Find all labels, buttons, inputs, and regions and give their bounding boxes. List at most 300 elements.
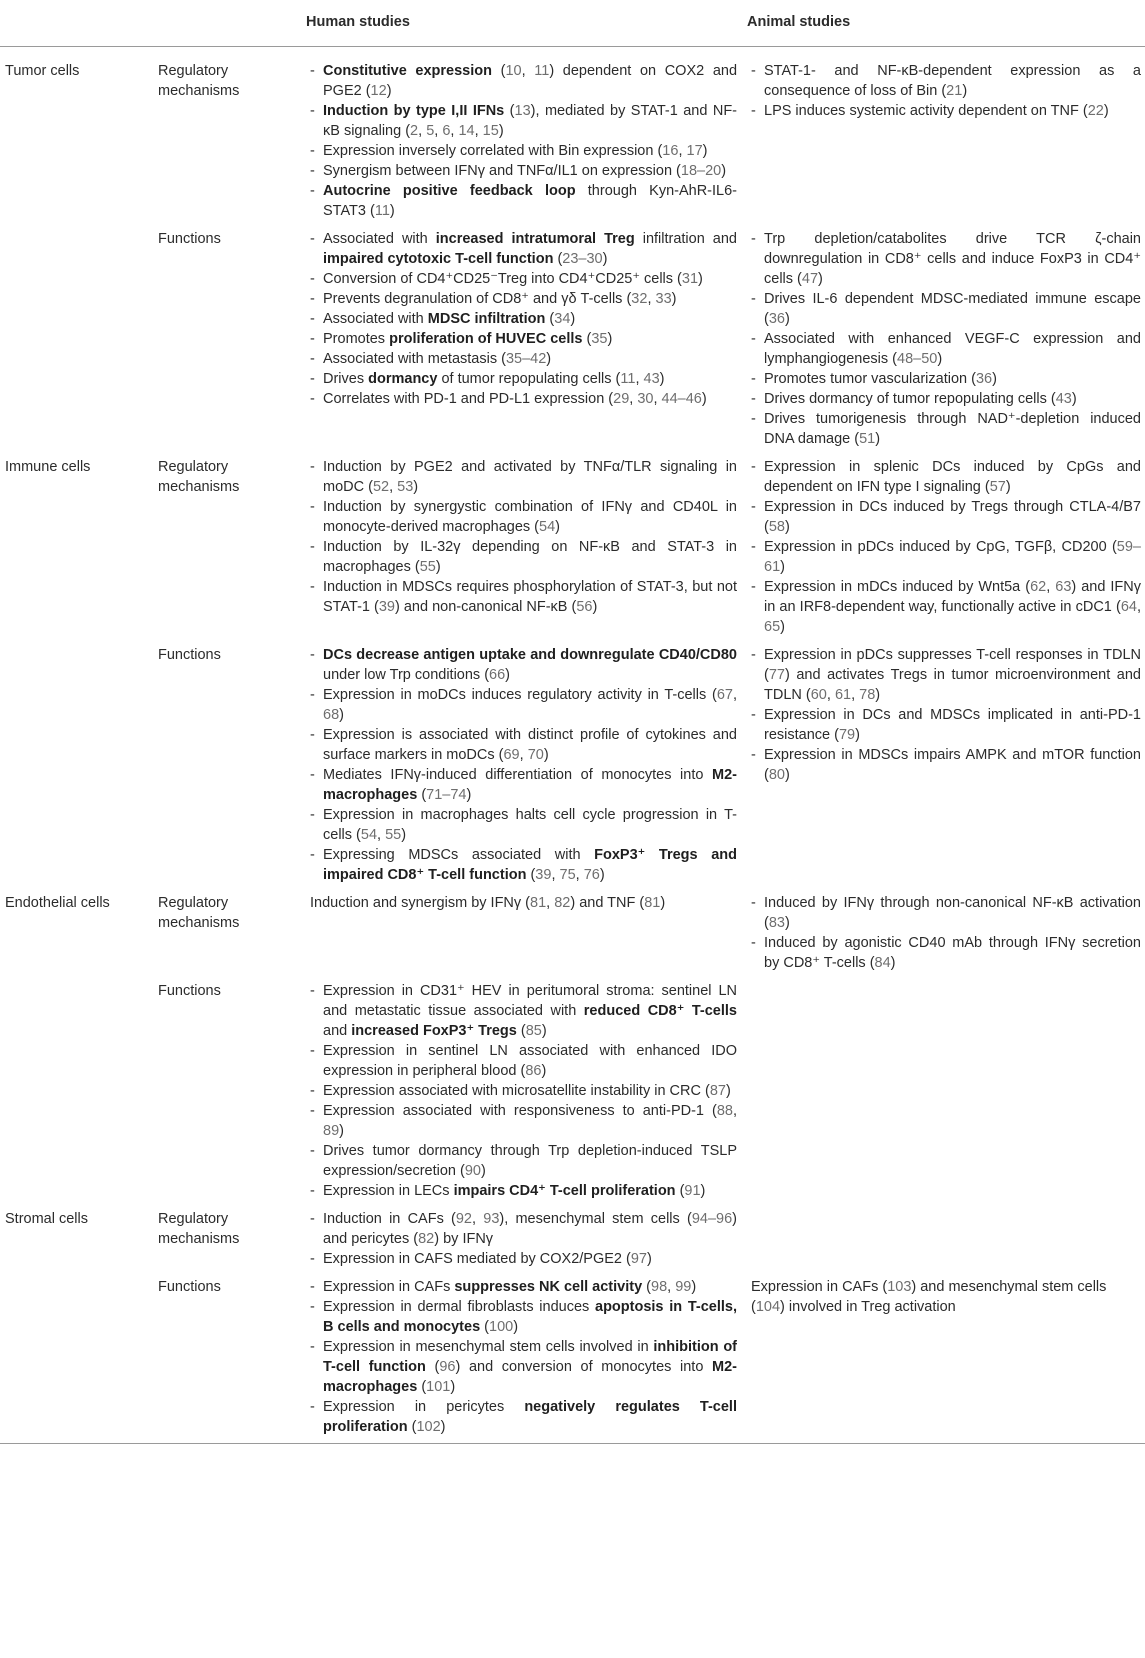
body-text: ) and TNF ( [570, 895, 645, 911]
reference-link[interactable]: 102 [416, 1419, 441, 1435]
body-text: , [389, 479, 398, 495]
body-text: ) [339, 1123, 344, 1139]
body-text: ) [875, 687, 881, 703]
body-text: ) [546, 351, 552, 367]
body-text: Induction in MDSCs requires phosphorylation of STAT-3, but not STAT-1 ( [323, 579, 737, 615]
body-text: , [732, 1103, 737, 1119]
body-text: , [826, 687, 835, 703]
body-text: Expression in CAFs ( [751, 1279, 888, 1295]
reference-link[interactable]: 64 [1120, 599, 1137, 615]
human-studies-cell [306, 47, 747, 226]
body-text: ) [890, 955, 896, 971]
list-item [751, 409, 1141, 449]
list-item [751, 61, 1141, 101]
reference-link[interactable]: 22 [1087, 103, 1104, 119]
human-studies-list [310, 1209, 737, 1269]
reference-link[interactable]: 71–74 [426, 787, 467, 803]
reference-link[interactable]: 87 [709, 1083, 726, 1099]
reference-link[interactable]: 82 [554, 895, 571, 911]
reference-link[interactable]: 83 [768, 915, 785, 931]
body-text: ) [721, 163, 727, 179]
reference-link[interactable]: 55 [385, 827, 402, 843]
reference-link[interactable]: 89 [323, 1123, 340, 1139]
body-text: ) [855, 727, 860, 743]
body-text: , [521, 63, 535, 79]
list-item [310, 309, 737, 329]
reference-link[interactable]: 66 [489, 667, 506, 683]
body-text: ( [425, 1359, 440, 1375]
reference-link[interactable]: 36 [975, 371, 993, 387]
body-text: Expression in CAFS mediated by COX2/PGE2 ( [323, 1251, 631, 1267]
list-item [310, 101, 737, 141]
cell-type-label: Tumor cells [5, 63, 80, 79]
reference-link[interactable]: 99 [675, 1279, 692, 1295]
list-item [310, 349, 737, 369]
body-text: ) involved in Treg activation [780, 1299, 956, 1315]
body-text: , [635, 371, 644, 387]
body-text: ) [702, 143, 708, 159]
reference-link[interactable]: 67 [716, 687, 733, 703]
list-item [751, 537, 1141, 577]
body-text: Promotes [323, 331, 390, 347]
reference-link[interactable]: 84 [874, 955, 891, 971]
reference-link[interactable]: 17 [686, 143, 703, 159]
list-item [310, 161, 737, 181]
animal-studies-cell [747, 47, 1145, 226]
reference-link[interactable]: 48–50 [897, 351, 938, 367]
reference-link[interactable]: 76 [583, 867, 600, 883]
reference-link[interactable]: 97 [630, 1251, 647, 1267]
table-body [0, 47, 1145, 1444]
human-studies-cell [306, 453, 747, 641]
human-studies-list [310, 645, 737, 885]
body-text: , [474, 123, 483, 139]
body-text: ) [659, 371, 665, 387]
reference-link[interactable]: 33 [655, 291, 672, 307]
list-item [751, 497, 1141, 537]
body-text: ), mediated by STAT-1 and NF-κB signaling ( [323, 103, 737, 139]
reference-link[interactable]: 94–96 [691, 1211, 733, 1227]
aspect-label: Functions [158, 231, 221, 247]
body-text: ) [541, 1063, 547, 1079]
emphasis-text: DCs decrease antigen uptake and downregulate CD40/CD80 [323, 647, 737, 663]
body-text: ) [386, 83, 392, 99]
aspect-label: Regulatory mechanisms [158, 63, 240, 99]
aspect-label: Regulatory mechanisms [158, 895, 240, 931]
body-text: ) [701, 391, 707, 407]
reference-link[interactable]: 36 [768, 311, 785, 327]
reference-link[interactable]: 39 [378, 599, 395, 615]
body-text: , [851, 687, 860, 703]
reference-link[interactable]: 81 [644, 895, 661, 911]
reference-link[interactable]: 96 [439, 1359, 456, 1375]
body-text: ) [700, 1183, 706, 1199]
list-item [310, 289, 737, 309]
reference-link[interactable]: 35 [591, 331, 608, 347]
aspect-label: Regulatory mechanisms [158, 1211, 240, 1247]
body-text: ) [691, 1279, 697, 1295]
body-text: through Kyn-AhR-IL6-STAT3 ( [323, 183, 737, 219]
reference-link[interactable]: 44–46 [661, 391, 702, 407]
reference-link[interactable]: 60 [810, 687, 827, 703]
emphasis-text: impaired cytotoxic T-cell function [323, 251, 554, 267]
body-text: ) [607, 331, 613, 347]
cell-type-label: Stromal cells [5, 1211, 88, 1227]
reference-link[interactable]: 34 [554, 311, 571, 327]
list-item [751, 893, 1141, 933]
body-text: ) [339, 707, 344, 723]
emphasis-text: MDSC infiltration [427, 311, 546, 327]
body-text: ) [671, 291, 677, 307]
reference-link[interactable]: 32 [631, 291, 648, 307]
human-studies-cell [306, 225, 747, 453]
body-text: , [546, 895, 555, 911]
reference-link[interactable]: 75 [559, 867, 576, 883]
body-text: Expression in mesenchymal stem cells involved in [323, 1339, 654, 1355]
reference-link[interactable]: 11 [620, 371, 636, 387]
table-header [0, 0, 1145, 47]
cell-type-label [0, 977, 152, 1205]
list-item [310, 1397, 737, 1437]
table-row [0, 641, 1145, 889]
body-text: ) [513, 1319, 519, 1335]
reference-link[interactable]: 85 [525, 1023, 542, 1039]
body-text: ( [675, 1183, 685, 1199]
emphasis-text: FoxP3⁺ Tregs and impaired CD8⁺ T-cell function [323, 847, 737, 883]
body-text: Expression in moDCs induces regulatory activity in T-cells ( [323, 687, 717, 703]
reference-link[interactable]: 54 [360, 827, 378, 843]
list-item [310, 577, 737, 617]
body-text: ) [435, 559, 441, 575]
body-text: ) [450, 1379, 456, 1395]
reference-link[interactable]: 23–30 [562, 251, 603, 267]
reference-link[interactable]: 43 [643, 371, 660, 387]
human-studies-list [310, 61, 737, 221]
list-item [310, 685, 737, 725]
body-text: STAT-1- and NF-κB-dependent expression as a consequence of loss of Bin ( [764, 63, 1141, 99]
body-text: Synergism between IFNγ and TNFα/IL1 on expression ( [323, 163, 681, 179]
reference-link[interactable]: 53 [397, 479, 414, 495]
list-item [751, 229, 1141, 289]
body-text: , [434, 123, 443, 139]
emphasis-text: dormancy [368, 371, 438, 387]
reference-link[interactable]: 6 [442, 123, 451, 139]
body-text: , [629, 391, 638, 407]
body-text: ( [491, 63, 506, 79]
reference-link[interactable]: 58 [768, 519, 785, 535]
reference-link[interactable]: 30 [637, 391, 654, 407]
header-animal-studies: Animal studies [747, 0, 1145, 47]
reference-link[interactable]: 11 [374, 203, 390, 219]
list-item [310, 1337, 737, 1397]
reference-link[interactable]: 68 [323, 707, 340, 723]
body-text: , [575, 867, 584, 883]
body-text: Expression inversely correlated with Bin expression ( [323, 143, 663, 159]
reference-link[interactable]: 103 [887, 1279, 912, 1295]
human-studies-list [310, 229, 737, 409]
body-text: , [519, 747, 528, 763]
body-text: ) [440, 1419, 446, 1435]
reference-link[interactable]: 70 [527, 747, 544, 763]
animal-studies-cell [747, 1205, 1145, 1273]
body-text: ) [602, 251, 608, 267]
body-text: Prevents degranulation of CD8⁺ and γδ T-cells ( [323, 291, 632, 307]
animal-studies-cell [747, 453, 1145, 641]
animal-studies-list [751, 229, 1141, 449]
body-text: ) [784, 311, 790, 327]
body-text: Trp depletion/catabolites drive TCR ζ-chain downregulation in CD8⁺ cells and induce FoxP3 in CD4⁺ cells ( [764, 231, 1141, 287]
reference-link[interactable]: 90 [464, 1163, 481, 1179]
body-text: Promotes tumor vascularization ( [764, 371, 976, 387]
list-item [310, 725, 737, 765]
header-cell-sub [152, 0, 306, 47]
body-text: Associated with [323, 231, 436, 247]
reference-link[interactable]: 54 [539, 519, 556, 535]
body-text: Expressing MDSCs associated with [323, 847, 595, 863]
body-text: , [472, 1211, 484, 1227]
list-item [751, 389, 1141, 409]
emphasis-text: inhibition of T-cell function [323, 1339, 738, 1375]
reference-link[interactable]: 10 [505, 63, 522, 79]
table-row [0, 889, 1145, 977]
reference-link[interactable]: 35–42 [505, 351, 547, 367]
table-row [0, 977, 1145, 1205]
reference-link[interactable]: 5 [426, 123, 435, 139]
body-text: Expression in DCs and MDSCs implicated in anti-PD-1 resistance ( [764, 707, 1141, 743]
header-cell-group [0, 0, 152, 47]
body-text: ) [784, 767, 790, 783]
body-text: ) [818, 271, 823, 287]
body-text: ) [937, 351, 943, 367]
body-text: , [450, 123, 459, 139]
list-item [310, 181, 737, 221]
animal-studies-list [751, 457, 1141, 637]
table-row [0, 1205, 1145, 1273]
reference-link[interactable]: 62 [1030, 579, 1047, 595]
body-text: ) [1071, 391, 1077, 407]
list-item [310, 269, 737, 289]
body-text: ( [553, 251, 563, 267]
body-text: ) [780, 559, 785, 575]
body-text: Associated with metastasis ( [323, 351, 506, 367]
human-studies-cell [306, 977, 747, 1205]
body-text: ) [660, 895, 666, 911]
body-text: ) [875, 431, 881, 447]
list-item [310, 765, 737, 805]
body-text: ( [642, 1279, 652, 1295]
body-text: ) and IFNγ in an IRF8-dependent way, functionally active in cDC1 ( [764, 579, 1141, 615]
body-text: , [667, 1279, 676, 1295]
reference-link[interactable]: 39 [535, 867, 552, 883]
body-text: Expression in pDCs induced by CpG, TGFβ, CD200 ( [764, 539, 1117, 555]
list-item [751, 933, 1141, 973]
reference-link[interactable]: 52 [372, 479, 390, 495]
body-text: ( [504, 103, 515, 119]
reference-link[interactable]: 65 [764, 619, 781, 635]
body-text: ) [599, 867, 605, 883]
emphasis-text: Induction by type I,II IFNs [323, 103, 505, 119]
list-item [310, 805, 737, 845]
reference-link[interactable]: 78 [859, 687, 876, 703]
body-text: ) [505, 667, 511, 683]
cell-type-label [0, 1273, 152, 1444]
aspect-label: Functions [158, 983, 221, 999]
emphasis-text: negatively regulates T-cell proliferation [323, 1399, 737, 1435]
list-item [310, 1249, 737, 1269]
list-item [310, 1041, 737, 1081]
cell-type-label [0, 225, 152, 453]
reference-link[interactable]: 82 [418, 1231, 435, 1247]
body-text: ) [698, 271, 703, 287]
body-text: of tumor repopulating cells ( [437, 371, 621, 387]
body-text: ) [1005, 479, 1011, 495]
body-text: ) [555, 519, 560, 535]
emphasis-text: increased FoxP3⁺ Tregs [351, 1023, 517, 1039]
animal-studies-cell [747, 641, 1145, 889]
reference-link[interactable]: 51 [859, 431, 876, 447]
body-text: Expression is associated with distinct profile of cytokines and surface markers in moDCs ( [323, 727, 737, 763]
reference-link[interactable]: 18–20 [680, 163, 722, 179]
reference-link[interactable]: 93 [483, 1211, 500, 1227]
emphasis-text: reduced CD8⁺ T-cells [583, 1003, 737, 1019]
body-text: ) [784, 915, 790, 931]
list-item [310, 229, 737, 269]
table-row [0, 47, 1145, 226]
reference-link[interactable]: 63 [1055, 579, 1072, 595]
reference-link[interactable]: 14 [458, 123, 475, 139]
body-text: , [678, 143, 687, 159]
aspect-label: Regulatory mechanisms [158, 459, 240, 495]
list-item [751, 101, 1141, 121]
reference-link[interactable]: 100 [489, 1319, 514, 1335]
body-text: ) [401, 827, 407, 843]
human-studies-list [310, 981, 737, 1201]
body-text: Expression in splenic DCs induced by CpGs and dependent on IFN type I signaling ( [764, 459, 1141, 495]
body-text: ( [516, 1023, 526, 1039]
emphasis-text: apoptosis in T-cells, B cells and monocytes [323, 1299, 737, 1335]
reference-link[interactable]: 21 [946, 83, 963, 99]
reference-link[interactable]: 77 [768, 667, 785, 683]
reference-link[interactable]: 43 [1055, 391, 1072, 407]
body-text: ) and pericytes ( [323, 1211, 737, 1247]
body-text: Drives [323, 371, 369, 387]
reference-link[interactable]: 15 [482, 123, 499, 139]
body-text: ) by IFNγ [434, 1231, 494, 1247]
reference-link[interactable]: 91 [684, 1183, 701, 1199]
body-text: ) and activates Tregs in tumor microenvironment and TDLN ( [764, 667, 1141, 703]
body-text: Expression in LECs [323, 1183, 454, 1199]
list-item [310, 1209, 737, 1249]
table-row [0, 453, 1145, 641]
list-item [310, 537, 737, 577]
body-text: , [732, 687, 737, 703]
emphasis-text: M2-macrophages [323, 1359, 738, 1395]
list-item [310, 329, 737, 349]
body-text: ) [466, 787, 472, 803]
body-text: ) [498, 123, 504, 139]
animal-studies-list [751, 61, 1141, 121]
reference-link[interactable]: 13 [514, 103, 531, 119]
body-text: Induction by IL-32γ depending on NF-κB and STAT-3 in macrophages ( [323, 539, 737, 575]
reference-link[interactable]: 81 [530, 895, 547, 911]
reference-link[interactable]: 69 [503, 747, 520, 763]
body-text: ( [480, 1319, 489, 1335]
body-text: ( [582, 331, 592, 347]
table-row [0, 1273, 1145, 1444]
reference-link[interactable]: 16 [662, 143, 679, 159]
reference-link[interactable]: 79 [838, 727, 856, 743]
body-text: ) [1103, 103, 1109, 119]
body-text: ( [545, 311, 555, 327]
emphasis-text: suppresses NK cell activity [454, 1279, 643, 1295]
list-item [310, 369, 737, 389]
reference-link[interactable]: 57 [989, 479, 1006, 495]
list-item [310, 457, 737, 497]
list-item [751, 289, 1141, 329]
table-row [0, 225, 1145, 453]
reference-link[interactable]: 12 [370, 83, 387, 99]
body-text: under low Trp conditions ( [323, 667, 490, 683]
body-text: ) [592, 599, 598, 615]
human-studies-list [310, 1277, 737, 1437]
reference-link[interactable]: 2 [410, 123, 419, 139]
body-text: Drives tumorigenesis through NAD⁺-depletion induced DNA damage ( [764, 411, 1141, 447]
reference-link[interactable]: 55 [419, 559, 436, 575]
body-text: Induction by PGE2 and activated by TNFα/TLR signaling in moDC ( [323, 459, 737, 495]
body-text: ), mesenchymal stem cells ( [499, 1211, 692, 1227]
reference-link[interactable]: 98 [651, 1279, 668, 1295]
reference-link[interactable]: 101 [426, 1379, 451, 1395]
animal-studies-cell [747, 977, 1145, 1205]
body-text: Conversion of CD4⁺CD25⁻Treg into CD4⁺CD25⁺ cells ( [323, 271, 682, 287]
body-text: Expression in dermal fibroblasts induces [323, 1299, 596, 1315]
reference-link[interactable]: 86 [525, 1063, 542, 1079]
reference-link[interactable]: 47 [801, 271, 819, 287]
list-item [310, 1101, 737, 1141]
body-text: Mediates IFNγ-induced differentiation of monocytes into [323, 767, 713, 783]
body-text: ) [543, 747, 549, 763]
reference-link[interactable]: 88 [716, 1103, 733, 1119]
reference-link[interactable]: 56 [576, 599, 593, 615]
body-text: ) and mesenchymal stem cells ( [751, 1279, 1107, 1315]
reference-link[interactable]: 29 [613, 391, 630, 407]
emphasis-text: impairs CD4⁺ T-cell proliferation [453, 1183, 676, 1199]
human-studies-cell [306, 1273, 747, 1444]
list-item [310, 1141, 737, 1181]
reference-link[interactable]: 92 [455, 1211, 472, 1227]
body-text: Induced by agonistic CD40 mAb through IFNγ secretion by CD8⁺ T-cells ( [764, 935, 1141, 971]
body-text: Expression in CD31⁺ HEV in peritumoral stroma: sentinel LN and metastatic tissue associated with [323, 983, 737, 1019]
list-item [751, 577, 1141, 637]
reference-link[interactable]: 31 [681, 271, 699, 287]
reference-link[interactable]: 80 [768, 767, 785, 783]
human-studies-cell [306, 1205, 747, 1273]
body-text: ) [992, 371, 997, 387]
reference-link[interactable]: 59–61 [764, 539, 1141, 575]
reference-link[interactable]: 11 [534, 63, 550, 79]
aspect-label: Functions [158, 647, 221, 663]
body-text: ( [526, 867, 536, 883]
human-studies-text [310, 893, 737, 913]
reference-link[interactable]: 104 [755, 1299, 781, 1315]
list-item [310, 1297, 737, 1337]
body-text: Expression in MDSCs impairs AMPK and mTOR function ( [764, 747, 1141, 783]
list-item [751, 457, 1141, 497]
reference-link[interactable]: 61 [834, 687, 852, 703]
body-text: ) [389, 203, 395, 219]
body-text: and [323, 1023, 352, 1039]
body-text: , [418, 123, 427, 139]
